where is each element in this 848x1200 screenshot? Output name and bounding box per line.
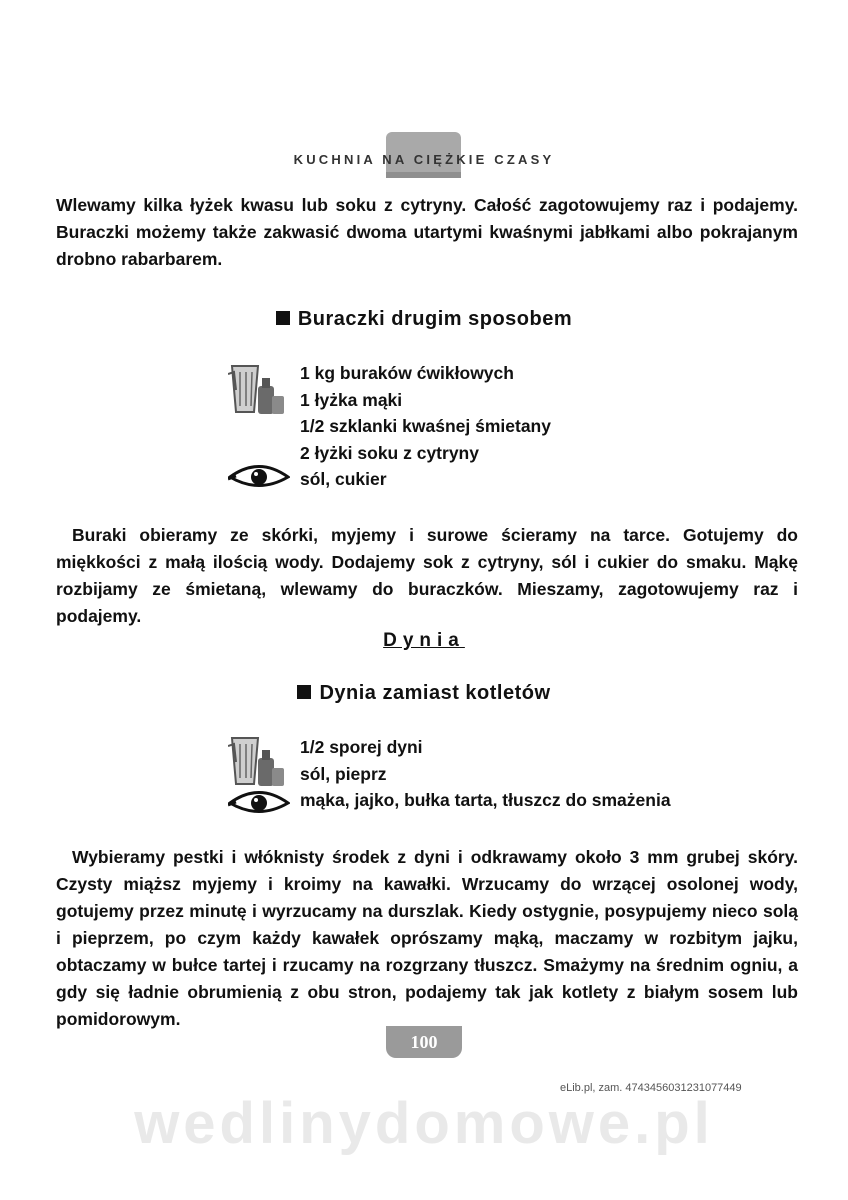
measuring-jug-icon [228,362,286,418]
ingredient-item: 2 łyżki soku z cytryny [300,442,479,463]
page-number: 100 [386,1026,462,1058]
bullet-square-icon [297,685,311,699]
recipe-title-text: Buraczki drugim sposobem [297,308,573,330]
intro-paragraph: Wlewamy kilka łyżek kwasu lub soku z cytryny. Całość zagotowujemy raz i podajemy. Buraczki możemy także zakwasić dwoma utartymi kwaśnymi jabłkami albo pokrajanym drobno rabarbarem. [56,195,798,269]
recipe-title-dynia [0,682,848,705]
ingredients-list-dynia [300,734,671,814]
recipe-title-text: Dynia zamiast kotletów [319,682,551,704]
running-title: KUCHNIA NA CIĘŻKIE CZASY [293,152,555,167]
ingredient-item: 1 kg buraków ćwikłowych [300,363,514,383]
ingredient-item: 1/2 szklanki kwaśnej śmietany [300,416,551,436]
recipe-title-buraczki [0,308,848,331]
ingredient-item: sól, pieprz [300,763,387,784]
section-title: Dynia [383,630,465,651]
ingredients-list-buraczki [300,360,551,493]
bullet-square-icon [276,311,290,325]
ingredient-item: mąka, jajko, bułka tarta, tłuszcz do smażenia [300,790,671,810]
ingredient-item: 1/2 sporej dyni [300,737,423,757]
ingredient-item: sól, cukier [300,469,387,489]
method-paragraph-dynia: Wybieramy pestki i włóknisty środek z dyni i odkrawamy około 3 mm grubej skóry. Czysty miąższ myjemy i kroimy na kawałki. Wrzucamy do wrzącej osolonej wody, gotujemy przez minutę i wyrzucamy na durszlak. Kiedy ostygnie, posypujemy nieco solą i pieprzem, po czym każdy kawałek oprószamy mąką, maczamy w rozbitym jajku, obtaczamy w bułce tartej i rzucamy na rozgrzany tłuszcz. Smażymy na średnim ogniu, a gdy się ładnie obrumienią z obu stron, podajemy tak jak kotlety z białym sosem lub pomidorowym. [56,847,798,1029]
eye-icon [228,790,290,816]
measuring-jug-icon [228,734,286,790]
watermark: wedlinydomowe.pl [134,1091,714,1156]
method-paragraph-buraczki: Buraki obieramy ze skórki, myjemy i surowe ścieramy na tarce. Gotujemy do miękkości z małą ilością wody. Dodajemy sok z cytryny, sól i cukier do smaku. Mąkę rozbijamy ze śmietaną, wlewamy do buraczków. Mieszamy, zagotowujemy raz i podajemy. [56,525,798,626]
eye-icon [228,464,290,490]
header-tab-bar [386,172,461,178]
elib-note: eLib.pl, zam. 4743456031231077449 [560,1082,742,1094]
ingredient-item: 1 łyżka mąki [300,389,403,410]
